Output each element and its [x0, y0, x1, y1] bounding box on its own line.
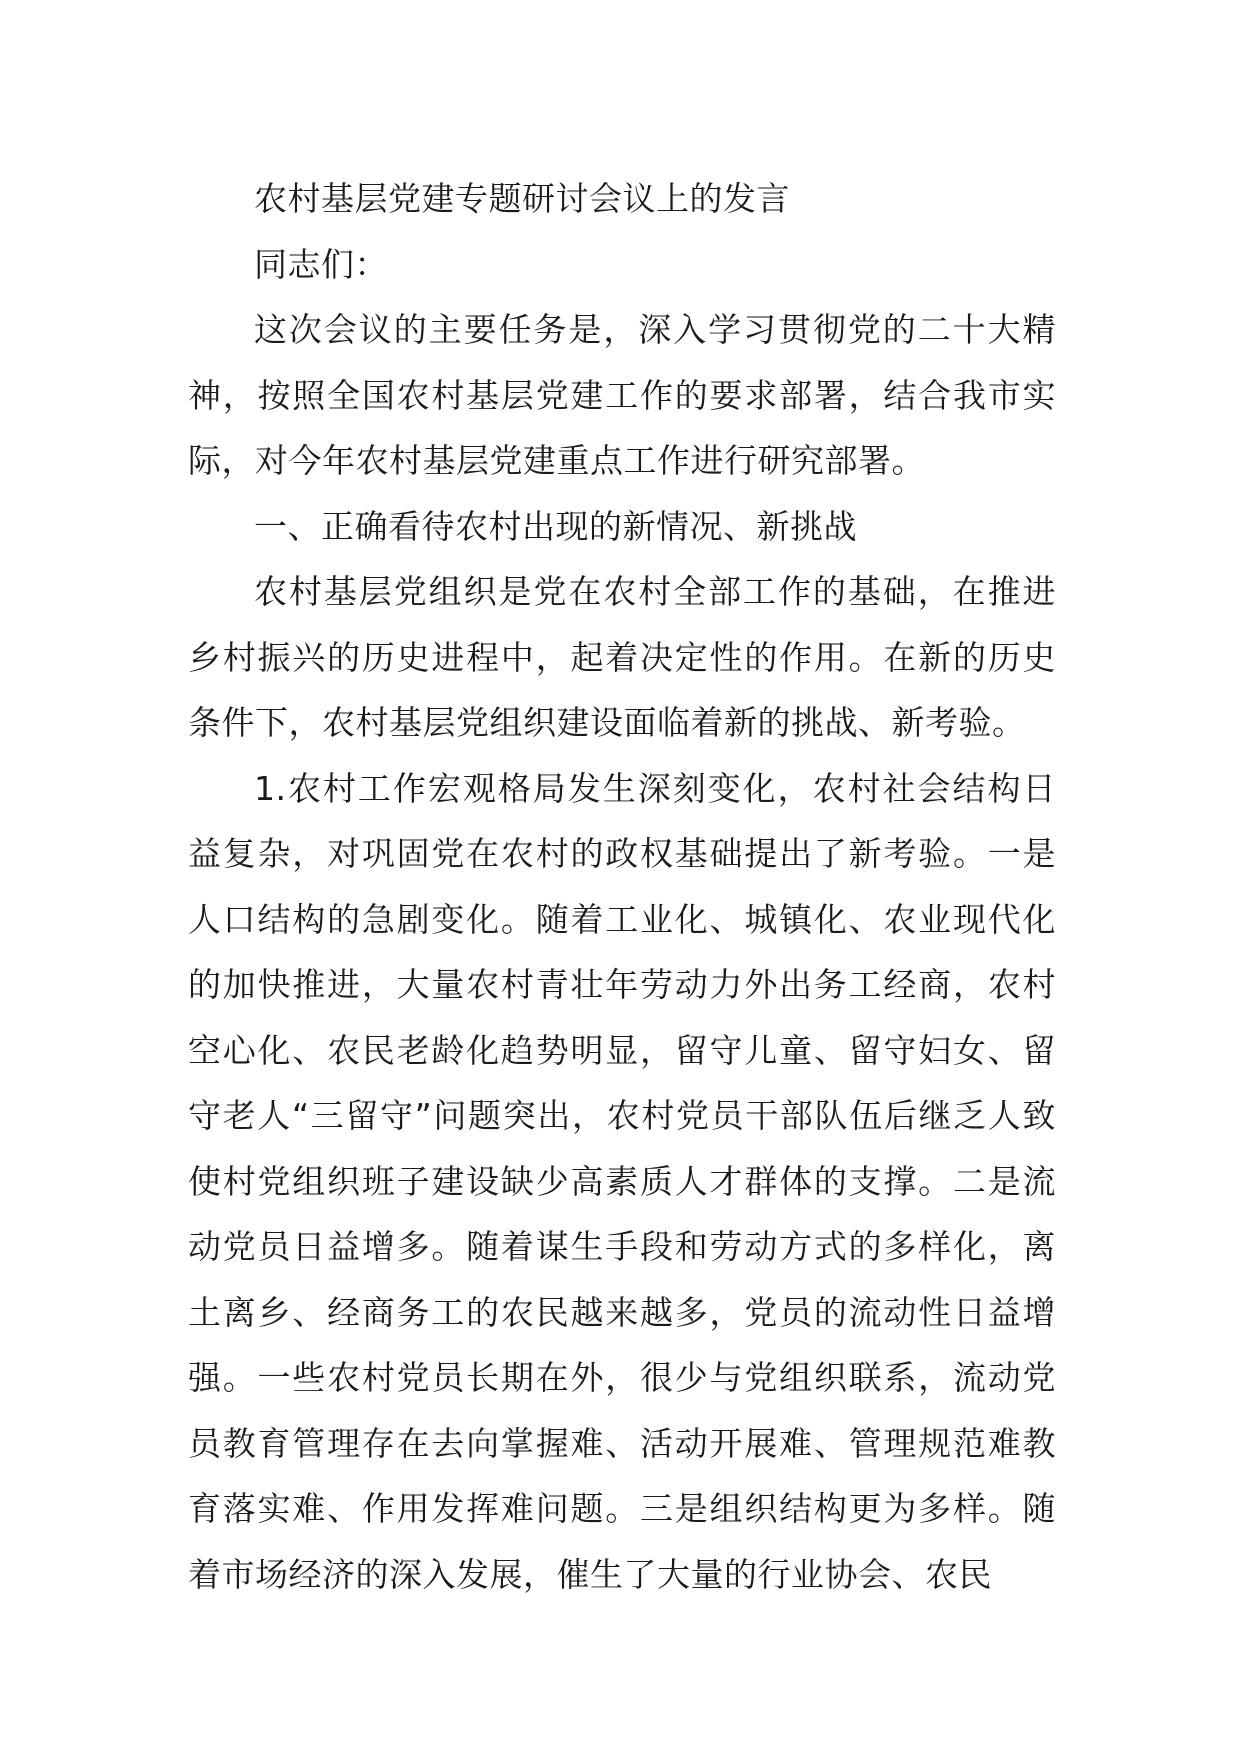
paragraph-foundation: 农村基层党组织是党在农村全部工作的基础，在推进乡村振兴的历史进程中，起着决定性的作用。在新的历史条件下，农村基层党组织建设面临着新的挑战、新考验。	[188, 572, 1056, 742]
document-body	[188, 166, 1056, 1607]
salutation: 同志们：	[254, 244, 388, 284]
section-heading: 一、正确看待农村出现的新情况、新挑战	[254, 506, 857, 546]
paragraph-intro: 这次会议的主要任务是，深入学习贯彻党的二十大精神，按照全国农村基层党建工作的要求部署，结合我市实际，对今年农村基层党建重点工作进行研究部署。	[188, 310, 1056, 480]
document-title: 农村基层党建专题研讨会议上的发言	[254, 179, 790, 218]
paragraph-point-1: 1.农村工作宏观格局发生深刻变化，农村社会结构日益复杂，对巩固党在农村的政权基础提出了新考验。一是人口结构的急剧变化。随着工业化、城镇化、农业现代化的加快推进，大量农村青壮年劳动力外出务工经商，农村空心化、农民老龄化趋势明显，留守儿童、留守妇女、留守老人“三留守”问题突出，农村党员干部队伍后继乏人致使村党组织班子建设缺少高素质人才群体的支撑。二是流动党员日益增多。随着谋生手段和劳动方式的多样化，离土离乡、经商务工的农民越来越多，党员的流动性日益增强。一些农村党员长期在外，很少与党组织联系，流动党员教育管理存在去向掌握难、活动开展难、管理规范难教育落实难、作用发挥难问题。三是组织结构更为多样。随着市场经济的深入发展，催生了大量的行业协会、农民	[188, 768, 1056, 1594]
